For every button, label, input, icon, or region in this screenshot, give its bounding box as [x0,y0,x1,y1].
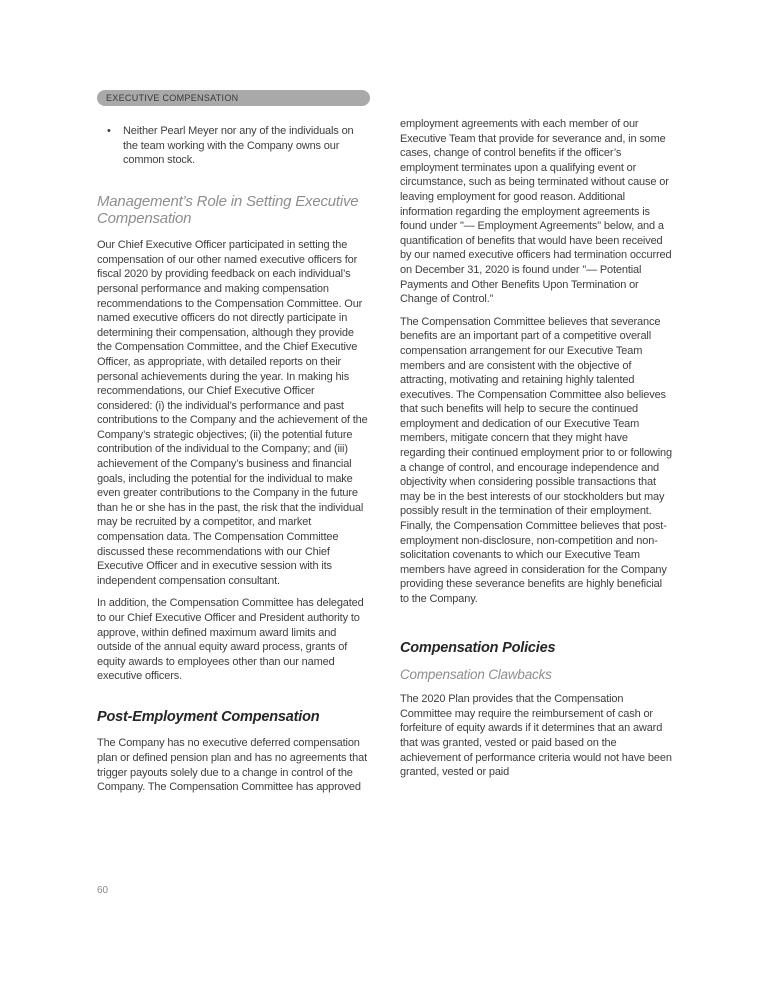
section-banner-label: EXECUTIVE COMPENSATION [106,93,239,103]
heading-post-employment-compensation: Post-Employment Compensation [97,708,320,725]
left-column [97,117,370,803]
paragraph: The 2020 Plan provides that the Compensation Committee may require the reimbursement of cash or forfeiture of equity awards if it determines that an award that was granted, vested or paid based on the achievement of performance criteria would not have been granted, vested or paid [400,693,672,779]
subheading-compensation-clawbacks: Compensation Clawbacks [400,666,552,682]
paragraph: The Compensation Committee believes that severance benefits are an important part of a competitive overall compensation arrangement for our Executive Team members and are consistent with the objective of attracting, motivating and retaining highly talented executives. The Compensation Committee also believes that such benefits will help to secure the continued employment and dedication of our Executive Team members, mitigate concern that they might have regarding their continued employment prior to or following a change of control, and encourage independence and objectivity when considering possible transactions that may be in the best interests of our stockholders but may possibly result in the termination of their employment. Finally, the Compensation Committee believes that post-employment non-disclosure, non-competition and non-solicitation covenants to which our Executive Team members have agreed in consideration for the Company providing these severance benefits are highly beneficial to the Company. [400,315,672,605]
page-number: 60 [97,885,109,896]
paragraph: employment agreements with each member of our Executive Team that provide for severance and, in some cases, change of control benefits if the officer’s employment terminates upon a qualifying event or circumstance, such as being terminated without cause or leaving employment for good reason. Additional information regarding the employment agreements is found under "— Employment Agreements" below, and a quantification of benefits that would have been received by our named executive officers had termination occurred on December 31, 2020 is found under "— Potential Payments and Other Benefits Upon Termination or Change of Control.” [400,118,672,306]
bullet-marker: • [107,125,111,137]
paragraph: In addition, the Compensation Committee has delegated to our Chief Executive Officer and President authority to approve, within defined maximum award limits and outside of the annual equity award process, grants of equity awards to employees other than our named executive officers. [97,597,364,683]
bullet-list-item [97,124,370,168]
section-banner [97,90,370,106]
paragraph: Our Chief Executive Officer participated in setting the compensation of our other named executive officers for fiscal 2020 by providing feedback on each individual’s personal performance and making compensation recommendations to the Compensation Committee. Our named executive officers do not directly participate in determining their compensation, although they provide the Compensation Committee, and the Chief Executive Officer, as appropriate, with detailed reports on their personal achievements during the year. In making his recommendations, our Chief Executive Officer considered: (i) the individual’s performance and past contributions to the Company and the achievement of the Company’s strategic objectives; (ii) the potential future contribution of the individual to the Company; and (iii) achievement of the Company’s business and financial goals, including the potential for the individual to make even greater contributions to the Company in the future than he or she has in the past, the risk that the individual may be recruited by a competitor, and market compensation data. The Compensation Committee discussed these recommendations with our Chief Executive Officer and in executive session with its independent compensation consultant. [97,239,368,587]
paragraph: The Company has no executive deferred compensation plan or defined pension plan and has no agreements that trigger payouts solely due to a change in control of the Company. The Compensation Committee has approved [97,737,368,794]
bullet-text: Neither Pearl Meyer nor any of the individuals on the team working with the Company owns our common stock. [123,125,354,167]
right-column [400,117,673,803]
heading-managements-role: Management’s Role in Setting Executive Compensation [97,192,359,228]
two-column-layout [97,117,673,803]
heading-compensation-policies: Compensation Policies [400,639,556,656]
